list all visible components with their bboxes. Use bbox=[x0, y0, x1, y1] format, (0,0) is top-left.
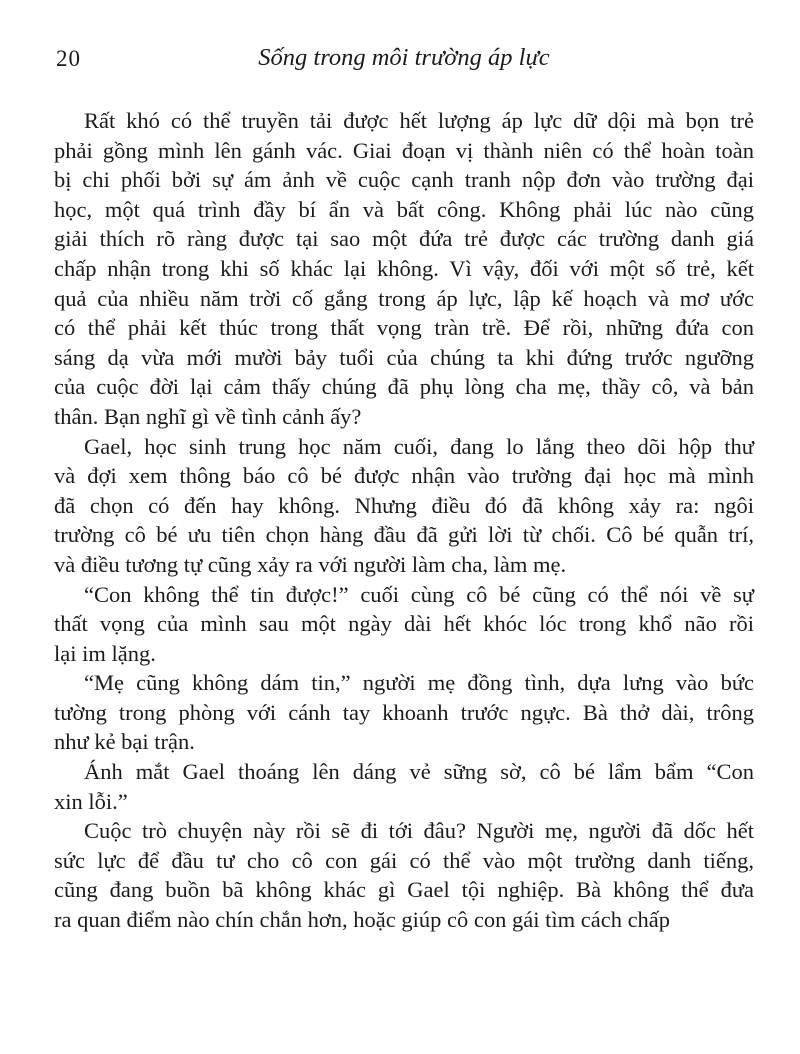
text-line: bị chi phối bởi sự ám ảnh về cuộc cạnh tranh nộp đơn vào trường đại bbox=[54, 167, 754, 193]
text-line: của cuộc đời lại cảm thấy chúng đã phụ lòng cha mẹ, thầy cô, và bản bbox=[54, 374, 754, 400]
text-line: có thể phải kết thúc trong thất vọng tràn trề. Để rồi, những đứa con bbox=[54, 315, 754, 341]
paragraph bbox=[54, 668, 754, 757]
text-line: sức lực để đầu tư cho cô con gái có thể vào một trường danh tiếng, bbox=[54, 847, 754, 873]
text-line: phải gồng mình lên gánh vác. Giai đoạn vị thành niên có thể hoàn toàn bbox=[54, 137, 754, 163]
text-line: Rất khó có thể truyền tải được hết lượng áp lực dữ dội mà bọn trẻ bbox=[84, 108, 754, 133]
text-line: “Con không thể tin được!” cuối cùng cô bé cũng có thể nói về sự bbox=[84, 581, 754, 607]
text-line: đã chọn có đến hay không. Nhưng điều đó đã không xảy ra: ngôi bbox=[54, 492, 754, 518]
text-line: như kẻ bại trận. bbox=[54, 729, 195, 755]
text-line: trường cô bé ưu tiên chọn hàng đầu đã gửi lời từ chối. Cô bé quẫn trí, bbox=[54, 522, 754, 548]
text-line: và điều tương tự cũng xảy ra với người làm cha, làm mẹ. bbox=[54, 551, 567, 577]
text-line: lại im lặng. bbox=[54, 640, 156, 666]
text-line: xin lỗi.” bbox=[54, 788, 128, 814]
paragraph bbox=[54, 432, 754, 580]
paragraph bbox=[54, 580, 754, 669]
page-body bbox=[54, 106, 754, 935]
text-line: cũng đang buồn bã không khác gì Gael tội nghiệp. Bà không thể đưa bbox=[54, 877, 754, 903]
text-line: và đợi xem thông báo cô bé được nhận vào trường đại học mà mình bbox=[54, 463, 754, 489]
running-title: Sống trong môi trường áp lực bbox=[258, 44, 550, 71]
text-line: Ánh mắt Gael thoáng lên dáng vẻ sững sờ, cô bé lẩm bẩm “Con bbox=[84, 759, 754, 785]
text-line: tường trong phòng với cánh tay khoanh trước ngực. Bà thở dài, trông bbox=[54, 699, 754, 725]
text-line: Gael, học sinh trung học năm cuối, đang lo lắng theo dõi hộp thư bbox=[84, 433, 754, 459]
text-line: ra quan điểm nào chín chắn hơn, hoặc giúp cô con gái tìm cách chấp bbox=[54, 907, 671, 933]
text-line: học, một quá trình đầy bí ẩn và bất công. Không phải lúc nào cũng bbox=[54, 196, 754, 222]
text-line: quả của nhiều năm trời cố gắng trong áp lực, lập kế hoạch và mơ ước bbox=[54, 285, 754, 311]
text-line: thân. Bạn nghĩ gì về tình cảnh ấy? bbox=[54, 403, 362, 429]
paragraph bbox=[54, 106, 754, 432]
page-header bbox=[54, 44, 754, 78]
text-line: thất vọng của mình sau một ngày dài hết khóc lóc trong khổ não rồi bbox=[54, 611, 754, 637]
text-line: Cuộc trò chuyện này rồi sẽ đi tới đâu? Người mẹ, người đã dốc hết bbox=[84, 818, 754, 844]
paragraph bbox=[54, 757, 754, 816]
paragraph bbox=[54, 816, 754, 934]
text-line: sáng dạ vừa mới mười bảy tuổi của chúng ta khi đứng trước ngưỡng bbox=[54, 344, 754, 370]
text-line: giải thích rõ ràng được tại sao một đứa trẻ được các trường danh giá bbox=[54, 226, 754, 252]
text-line: chấp nhận trong khi số khác lại không. Vì vậy, đối với một số trẻ, kết bbox=[54, 255, 754, 281]
page-number: 20 bbox=[56, 46, 81, 71]
text-line: “Mẹ cũng không dám tin,” người mẹ đồng tình, dựa lưng vào bức bbox=[84, 670, 754, 696]
